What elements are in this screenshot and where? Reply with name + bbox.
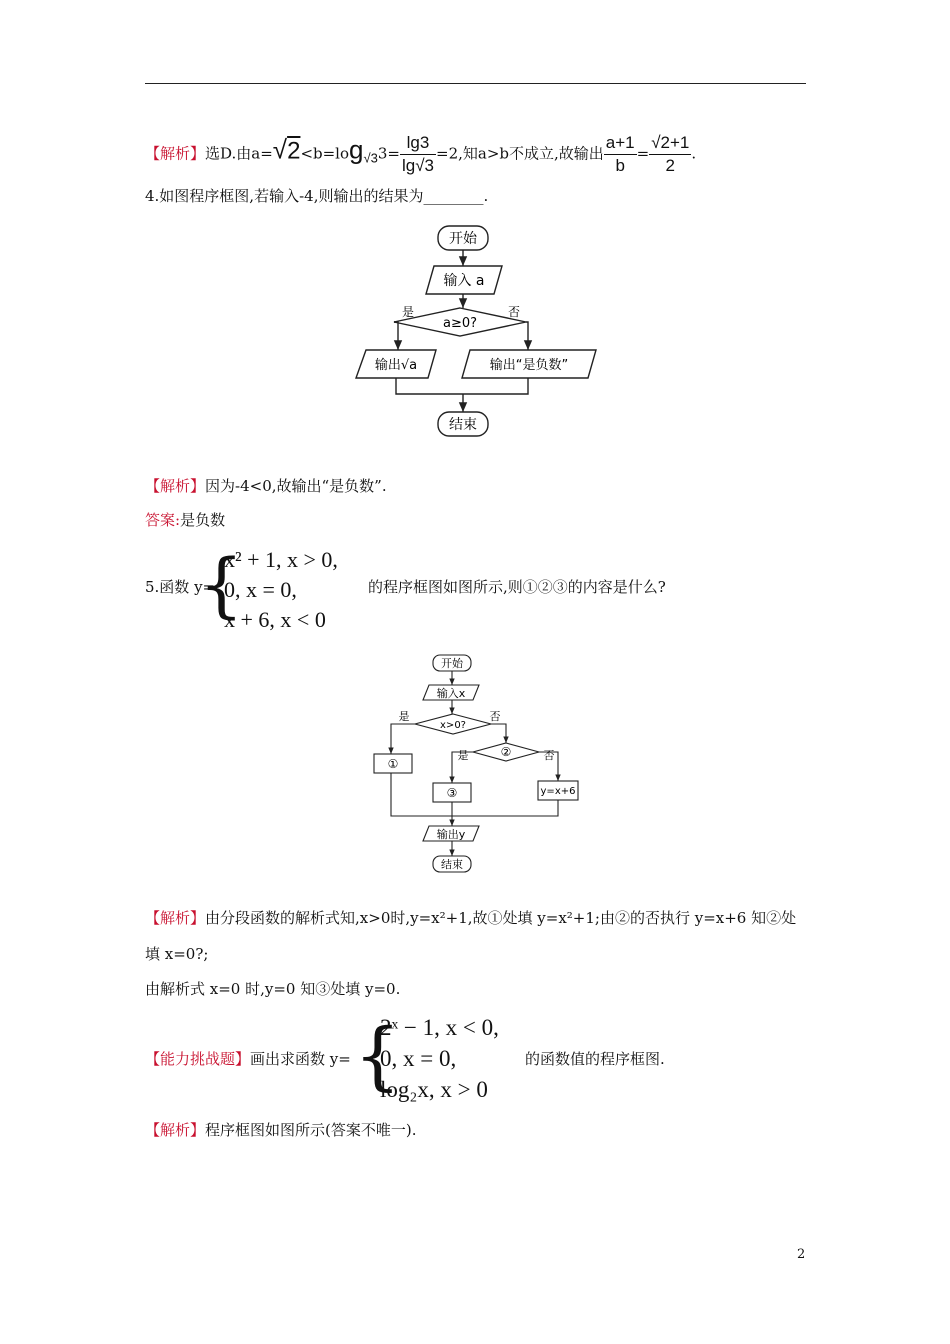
q5-solution-text1: 由分段函数的解析式知,x>0时,y=x²+1,故①处填 y=x²+1;由②的否执行 y=x+6 知②处 bbox=[205, 909, 797, 927]
fraction-lg-den: lg√3 bbox=[401, 156, 435, 175]
page-number: 2 bbox=[797, 1247, 806, 1262]
q4-answer-text: 是负数 bbox=[180, 511, 226, 529]
flow-end-label: 结束 bbox=[449, 417, 477, 433]
challenge-brace: { bbox=[354, 1013, 402, 1099]
q4-solution bbox=[145, 475, 387, 496]
solution-end: . bbox=[691, 144, 697, 163]
q5-solution-line3: 由解析式 x=0 时,y=0 知③处填 y=0. bbox=[145, 980, 401, 998]
q5-flow-box3: ③ bbox=[446, 786, 458, 800]
challenge-prefix: 画出求函数 y= bbox=[250, 1050, 351, 1068]
q5-flow-cond1: x>0? bbox=[440, 720, 466, 731]
challenge-case-1: 2ˣ − 1, x < 0, bbox=[380, 1015, 499, 1040]
q5-flow-cond2: ② bbox=[500, 745, 512, 759]
q4-answer bbox=[145, 509, 225, 530]
q5-flow-yes2: 是 bbox=[457, 749, 469, 762]
flow-yes-label: 是 bbox=[401, 305, 415, 319]
challenge-solution-text: 程序框图如图所示(答案不唯一). bbox=[205, 1121, 417, 1139]
q5-flow-end: 结束 bbox=[441, 858, 463, 871]
fraction-lg bbox=[400, 132, 436, 177]
fraction-result bbox=[649, 132, 691, 177]
sqrt2-value: 2 bbox=[287, 137, 301, 165]
challenge-suffix: 的函数值的程序框图. bbox=[525, 1050, 665, 1068]
solution-mid2: =2,知a>b不成立,故输出 bbox=[436, 144, 604, 163]
fraction-ab-den: b bbox=[615, 156, 625, 175]
q5-cases bbox=[224, 545, 338, 635]
log-g: g bbox=[349, 134, 364, 165]
challenge-solution-tag: 【解析】 bbox=[145, 1121, 206, 1139]
q5-flow-start: 开始 bbox=[441, 657, 463, 670]
challenge-tag: 【能力挑战题】 bbox=[145, 1050, 251, 1068]
q5-flowchart bbox=[365, 650, 585, 878]
q5-suffix: 的程序框图如图所示,则①②③的内容是什么? bbox=[368, 578, 666, 596]
challenge-case-3: log₂x, x > 0 bbox=[380, 1077, 488, 1102]
q5-flow-box1: ① bbox=[387, 757, 399, 771]
challenge-cases bbox=[380, 1012, 499, 1105]
q5-case-2: 0, x = 0, bbox=[224, 577, 297, 602]
solution-mid1: <b=lo bbox=[300, 144, 350, 163]
solution-lead: 选D.由a= bbox=[205, 144, 273, 163]
flow-output-right-label: 输出“是负数” bbox=[489, 358, 569, 373]
sqrt-symbol: √ bbox=[272, 134, 288, 165]
challenge-solution bbox=[145, 1119, 417, 1140]
q5-case-1: x² + 1, x > 0, bbox=[224, 547, 338, 572]
q3-solution-line bbox=[145, 132, 697, 175]
q4-solution-tag: 【解析】 bbox=[145, 477, 206, 495]
q4-flowchart bbox=[350, 222, 610, 442]
q5-flow-yes1: 是 bbox=[398, 710, 410, 723]
q5-solution-line1 bbox=[145, 907, 796, 928]
q5-flow-input: 输入x bbox=[436, 687, 466, 700]
q4-answer-label: 答案: bbox=[145, 511, 181, 529]
q5-solution-tag: 【解析】 bbox=[145, 909, 206, 927]
challenge-case-2: 0, x = 0, bbox=[380, 1046, 457, 1071]
flow-input-label: 输入 a bbox=[443, 273, 485, 289]
flow-no-label: 否 bbox=[507, 305, 521, 319]
fraction-ab-num: a+1 bbox=[604, 132, 637, 155]
log-arg: 3= bbox=[377, 144, 400, 163]
q5-solution-line2: 填 x=0?; bbox=[145, 945, 209, 963]
q4-solution-text: 因为-4<0,故输出“是负数”. bbox=[205, 477, 387, 495]
q5-flow-no1: 否 bbox=[489, 710, 501, 723]
header-rule bbox=[145, 83, 806, 84]
q5-prefix: 5.函数 y= bbox=[145, 578, 216, 596]
solution-tag: 【解析】 bbox=[145, 144, 206, 163]
flow-output-left-label: 输出√a bbox=[374, 358, 418, 373]
q4-question: 4.如图程序框图,若输入-4,则输出的结果为________. bbox=[145, 187, 489, 205]
challenge-intro bbox=[145, 1048, 351, 1069]
log-base: √3 bbox=[363, 150, 378, 166]
q5-brace: { bbox=[199, 544, 244, 626]
q5-flow-box-right: y=x+6 bbox=[540, 786, 576, 797]
fraction-result-num: √2+1 bbox=[649, 132, 691, 155]
q5-flow-output: 输出y bbox=[436, 828, 466, 841]
flow-condition-label: a≥0? bbox=[442, 316, 478, 331]
fraction-ab bbox=[604, 132, 637, 177]
flow-start-label: 开始 bbox=[449, 231, 477, 247]
q5-flow-no2: 否 bbox=[543, 749, 555, 762]
equals: = bbox=[636, 144, 650, 163]
fraction-lg-num: lg3 bbox=[400, 132, 436, 155]
fraction-result-den: 2 bbox=[665, 156, 676, 175]
q5-case-3: x + 6, x < 0 bbox=[224, 607, 326, 632]
